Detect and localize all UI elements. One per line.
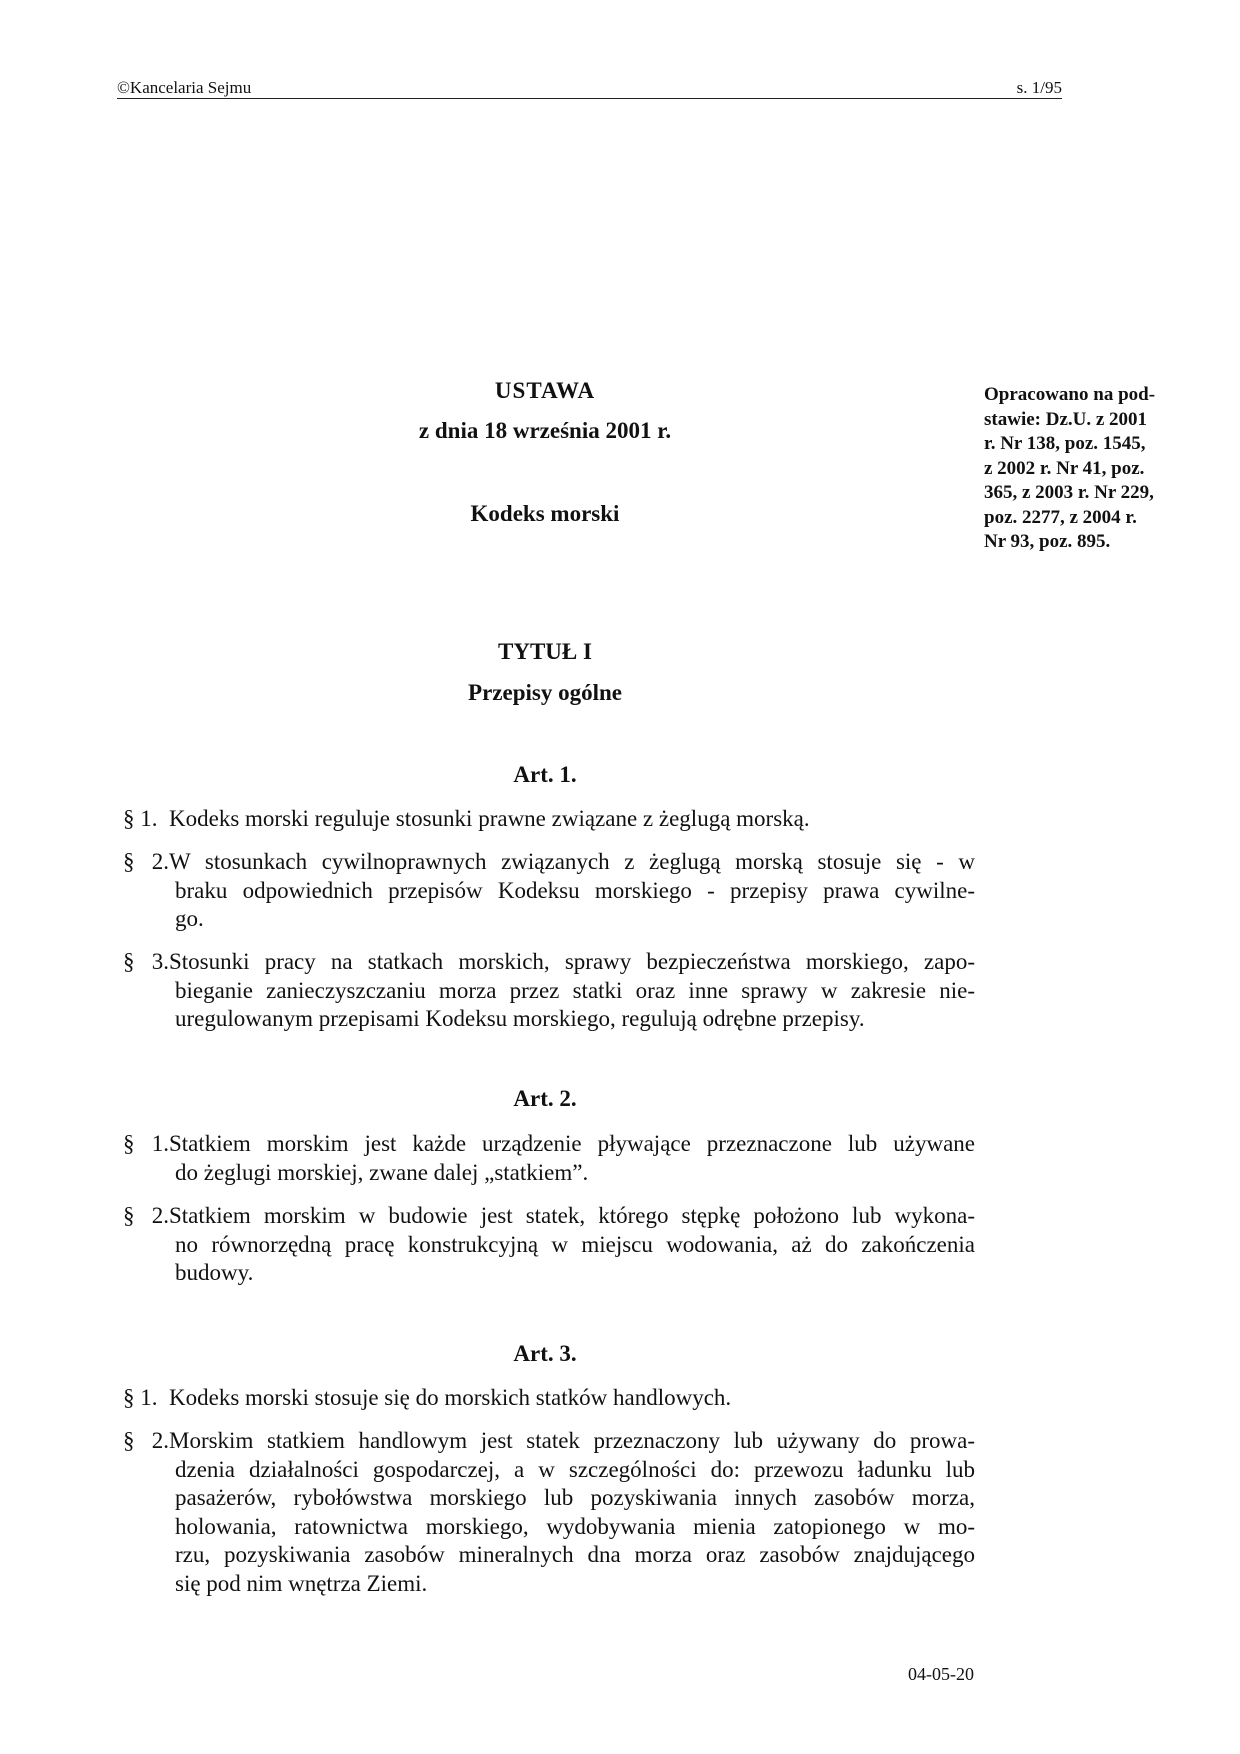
paragraph-line: dzenia działalności gospodarczej, a w szczególności do: przewozu ładunku lub [175,1456,975,1482]
note-line: z 2002 r. Nr 41, poz. [984,457,1145,479]
paragraph-line: go. [175,906,204,931]
paragraph-line: pasażerów, rybołówstwa morskiego lub pozyskiwania innych zasobów morza, [175,1485,975,1510]
document-title: USTAWA [494,378,596,403]
note-line: stawie: Dz.U. z 2001 [984,408,1148,430]
note-line: Nr 93, poz. 895. [984,531,1111,552]
paragraph [123,1202,975,1288]
paragraph [123,848,975,934]
paragraph-number: § 1. [123,806,158,831]
paragraph [123,1130,975,1187]
note-line: r. Nr 138, poz. 1545, [984,433,1146,454]
paragraph-line: Kodeks morski stosuje się do morskich statków handlowych. [169,1385,732,1410]
copyright-label: ©Kancelaria Sejmu [117,78,252,97]
page-number: s. 1/95 [1016,78,1062,97]
article-heading: Art. 1. [513,762,577,787]
paragraph-line: W stosunkach cywilnoprawnych związanych z żeglugą morską stosuje się - w [169,849,975,874]
note-line: Opracowano na pod- [984,384,1156,405]
paragraph-number: § 1. [123,1131,169,1156]
paragraph-line: braku odpowiednich przepisów Kodeksu morskiego - przepisy prawa cywilne- [175,877,975,903]
paragraph-line: Stosunki pracy na statkach morskich, sprawy bezpieczeństwa morskiego, zapo- [169,949,975,974]
paragraph-number: § 2. [123,849,169,874]
paragraph [123,805,975,834]
paragraph-line: budowy. [175,1260,254,1285]
article-heading: Art. 3. [513,1341,577,1366]
paragraph [123,1384,975,1413]
paragraph-line: Statkiem morskim w budowie jest statek, którego stępkę położono lub wykona- [169,1203,975,1228]
paragraph [123,948,975,1034]
paragraph-line: się pod nim wnętrza Ziemi. [175,1570,428,1596]
source-note [984,383,1184,555]
paragraph-number: § 2. [123,1203,169,1228]
paragraph-line: uregulowanym przepisami Kodeksu morskiego, regulują odrębne przepisy. [175,1006,865,1031]
paragraph-line: bieganie zanieczyszczaniu morza przez statki oraz inne sprawy w zakresie nie- [175,977,975,1003]
paragraph-line: Statkiem morskim jest każde urządzenie pływające przeznaczone lub używane [169,1131,975,1156]
section-subtitle: Przepisy ogólne [468,680,622,705]
document-date: z dnia 18 września 2001 r. [418,418,672,443]
page-header [117,78,1062,99]
paragraph-number: § 1. [123,1385,158,1410]
paragraph-line: no równorzędną pracę konstrukcyjną w miejscu wodowania, aż do zakończenia [175,1231,975,1257]
paragraph-line: rzu, pozyskiwania zasobów mineralnych dna morza oraz zasobów znajdującego [175,1542,975,1567]
document-date-footer: 04-05-20 [908,1664,974,1684]
note-line: 365, z 2003 r. Nr 229, [984,482,1154,503]
article-heading: Art. 2. [513,1086,577,1111]
paragraph-number: § 3. [123,949,169,974]
paragraph [123,1427,975,1598]
note-line: poz. 2277, z 2004 r. [984,506,1137,528]
paragraph-line: Kodeks morski reguluje stosunki prawne związane z żeglugą morską. [169,806,810,831]
paragraph-line: do żeglugi morskiej, zwane dalej „statkiem”. [175,1159,589,1185]
section-title: TYTUŁ I [498,639,592,664]
paragraph-number: § 2. [123,1428,169,1453]
paragraph-line: holowania, ratownictwa morskiego, wydobywania mienia zatopionego w mo- [175,1513,975,1539]
paragraph-line: Morskim statkiem handlowym jest statek przeznaczony lub używany do prowa- [169,1428,975,1453]
act-name: Kodeks morski [470,501,620,526]
